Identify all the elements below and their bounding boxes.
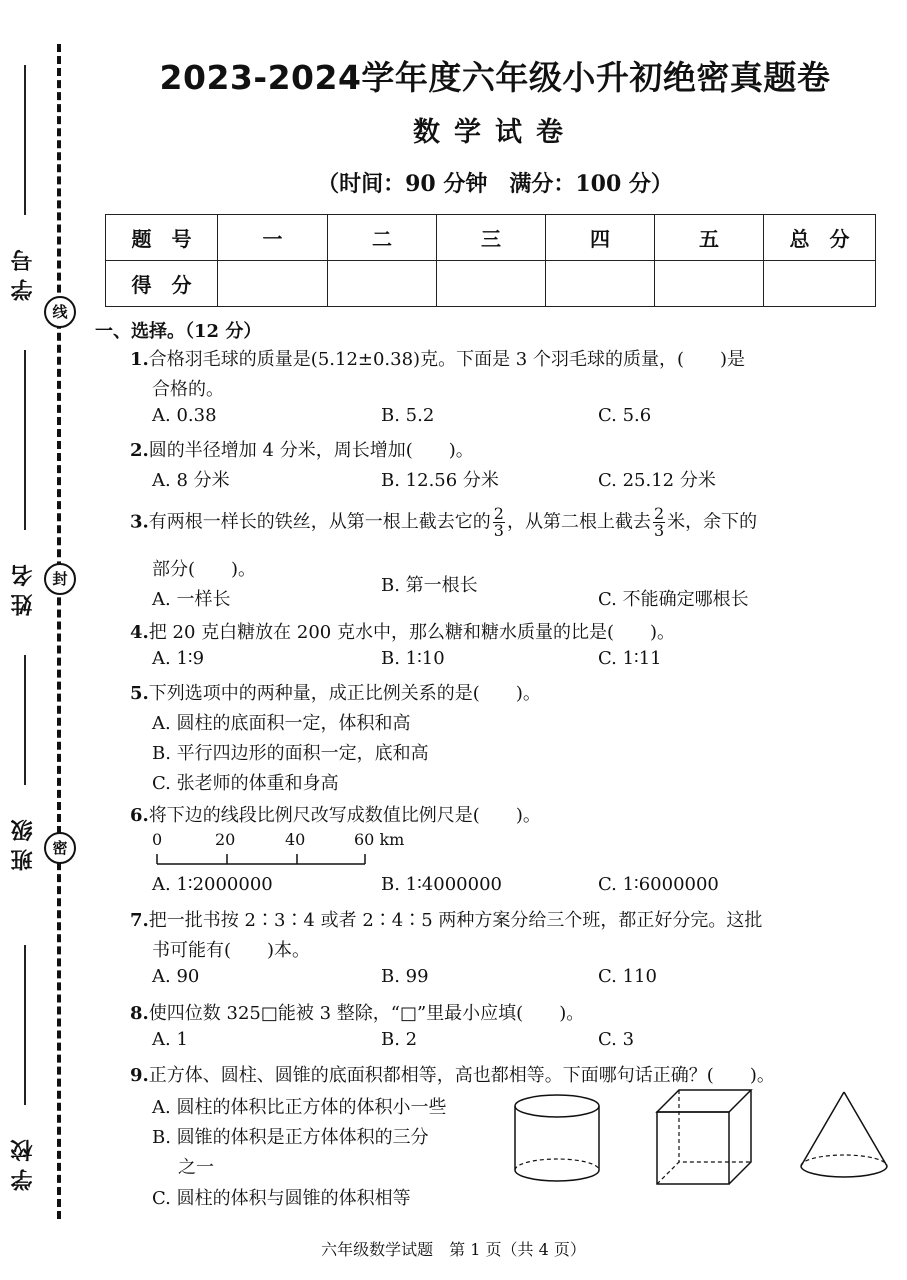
fraction-denominator: 3 [493, 521, 504, 540]
option-a[interactable]: A. 圆柱的体积比正方体的体积小一些 [152, 1097, 447, 1118]
binding-rule [24, 945, 26, 1105]
question-7-continued: 书可能有( )本。 [152, 940, 311, 961]
question-number: 1. [130, 349, 149, 370]
option-b-continued: 之一 [178, 1157, 214, 1178]
question-text: ，从第二根上截去 [506, 511, 651, 533]
question-number: 2. [130, 440, 149, 461]
cube-figure [655, 1088, 755, 1188]
fraction-denominator: 3 [653, 521, 665, 540]
score-cell-header: 一 [218, 215, 328, 261]
exam-subtitle: 数学试卷 [413, 117, 577, 148]
option-b[interactable]: B. 圆锥的体积是正方体体积的三分 [152, 1127, 429, 1148]
option-c[interactable]: C. 25.12 分米 [598, 470, 716, 491]
score-table-header-row [106, 215, 876, 261]
option-b[interactable]: B. 12.56 分米 [381, 470, 499, 491]
option-a[interactable]: A. 1∶2000000 [152, 874, 273, 895]
scale-label-40: 40 [285, 830, 306, 849]
question-number: 6. [130, 805, 149, 826]
score-table [105, 214, 876, 307]
score-table-score-row [106, 261, 876, 307]
seal-secret: 密 [44, 832, 76, 864]
option-a[interactable]: A. 1 [152, 1029, 188, 1050]
score-cell-input[interactable] [655, 261, 764, 307]
option-b[interactable]: B. 1∶10 [381, 648, 445, 669]
class-label: 班 级 [11, 819, 36, 871]
option-a[interactable]: A. 1∶9 [152, 648, 205, 669]
score-cell-input[interactable] [764, 261, 876, 307]
option-c[interactable]: C. 1∶6000000 [598, 874, 719, 895]
option-a[interactable]: A. 8 分米 [152, 470, 230, 491]
question-text: 把 20 克白糖放在 200 克水中，那么糖和糖水质量的比是( )。 [148, 622, 675, 643]
fraction [653, 506, 665, 539]
score-cell-header: 二 [328, 215, 437, 261]
scale-label-0: 0 [152, 830, 163, 849]
option-a[interactable]: A. 一样长 [152, 589, 231, 610]
score-cell-header: 三 [437, 215, 546, 261]
question-7 [130, 906, 762, 932]
question-text: 使四位数 325□能被 3 整除，“□”里最小应填( )。 [148, 1003, 585, 1024]
seal-line: 线 [44, 296, 76, 328]
binding-dashed-line [57, 44, 61, 1219]
option-c[interactable]: C. 张老师的体重和身高 [152, 773, 339, 794]
question-6 [130, 801, 541, 827]
line-scale-bar [150, 852, 370, 872]
time-info: （时间：90 分钟 满分：100 分） [317, 171, 673, 197]
question-number: 3. [130, 511, 149, 533]
option-a[interactable]: A. 90 [152, 966, 200, 987]
school-label: 学 校 [11, 1139, 36, 1191]
option-b[interactable]: B. 第一根长 [381, 575, 478, 596]
option-b[interactable]: B. 99 [381, 966, 429, 987]
question-text: 正方体、圆柱、圆锥的底面积都相等，高也都相等。下面哪句话正确？( )。 [148, 1065, 775, 1086]
cylinder-figure [510, 1092, 605, 1187]
score-cell-header: 总 分 [764, 215, 876, 261]
question-number: 4. [130, 622, 149, 643]
score-cell-header: 四 [546, 215, 655, 261]
question-number: 8. [130, 1003, 149, 1024]
score-cell-input[interactable] [328, 261, 437, 307]
score-cell-header: 五 [655, 215, 764, 261]
fraction [493, 506, 505, 539]
option-b[interactable]: B. 2 [381, 1029, 418, 1050]
score-cell-input[interactable] [437, 261, 546, 307]
seal-seal: 封 [44, 563, 76, 595]
question-1 [130, 345, 745, 371]
option-c[interactable]: C. 3 [598, 1029, 635, 1050]
option-c[interactable]: C. 5.6 [598, 405, 652, 426]
fraction-numerator: 2 [493, 504, 504, 523]
section-heading: 一、选择。（12 分） [95, 321, 262, 342]
cone-figure [798, 1090, 890, 1190]
question-text: 米，余下的 [667, 511, 758, 533]
question-4 [130, 618, 675, 644]
question-9 [130, 1061, 775, 1087]
score-cell-input[interactable] [218, 261, 328, 307]
option-b[interactable]: B. 平行四边形的面积一定，底和高 [152, 743, 429, 764]
score-cell-input[interactable] [546, 261, 655, 307]
question-text: 把一批书按 2∶3∶4 或者 2∶4∶5 两种方案分给三个班，都正好分完。这批 [148, 910, 763, 931]
name-label: 姓 名 [11, 564, 36, 616]
option-c[interactable]: C. 不能确定哪根长 [598, 589, 749, 610]
score-cell-label: 题 号 [106, 215, 218, 261]
question-number: 7. [130, 910, 149, 931]
option-c[interactable]: C. 110 [598, 966, 657, 987]
student-id-label: 学 号 [11, 249, 36, 301]
scale-label-20: 20 [215, 830, 236, 849]
question-1-continued: 合格的。 [152, 379, 224, 400]
option-a[interactable]: A. 0.38 [152, 405, 217, 426]
question-number: 5. [130, 683, 149, 704]
option-b[interactable]: B. 5.2 [381, 405, 435, 426]
question-text: 将下边的线段比例尺改写成数值比例尺是( )。 [148, 805, 541, 826]
question-3-continued: 部分( )。 [152, 559, 257, 580]
fraction-numerator: 2 [653, 504, 665, 523]
question-3 [130, 506, 757, 539]
question-2 [130, 436, 474, 462]
page-footer: 六年级数学试题 第 1 页（共 4 页） [321, 1240, 586, 1259]
binding-rule-top [24, 65, 26, 215]
question-5 [130, 679, 541, 705]
question-text: 圆的半径增加 4 分米，周长增加( )。 [148, 440, 474, 461]
option-c[interactable]: C. 圆柱的体积与圆锥的体积相等 [152, 1188, 411, 1209]
question-text: 有两根一样长的铁丝，从第一根上截去它的 [148, 511, 491, 533]
question-text: 下列选项中的两种量，成正比例关系的是( )。 [148, 683, 541, 704]
option-b[interactable]: B. 1∶4000000 [381, 874, 502, 895]
question-text: 合格羽毛球的质量是(5.12±0.38)克。下面是 3 个羽毛球的质量，( )是 [148, 349, 746, 370]
question-8 [130, 999, 584, 1025]
exam-title: 2023-2024学年度六年级小升初绝密真题卷 [159, 58, 831, 97]
option-c[interactable]: C. 1∶11 [598, 648, 662, 669]
score-cell-label: 得 分 [106, 261, 218, 307]
option-a[interactable]: A. 圆柱的底面积一定，体积和高 [152, 713, 411, 734]
binding-rule [24, 655, 26, 785]
scale-label-60km: 60 km [354, 830, 405, 849]
question-number: 9. [130, 1065, 149, 1086]
binding-rule [24, 350, 26, 530]
